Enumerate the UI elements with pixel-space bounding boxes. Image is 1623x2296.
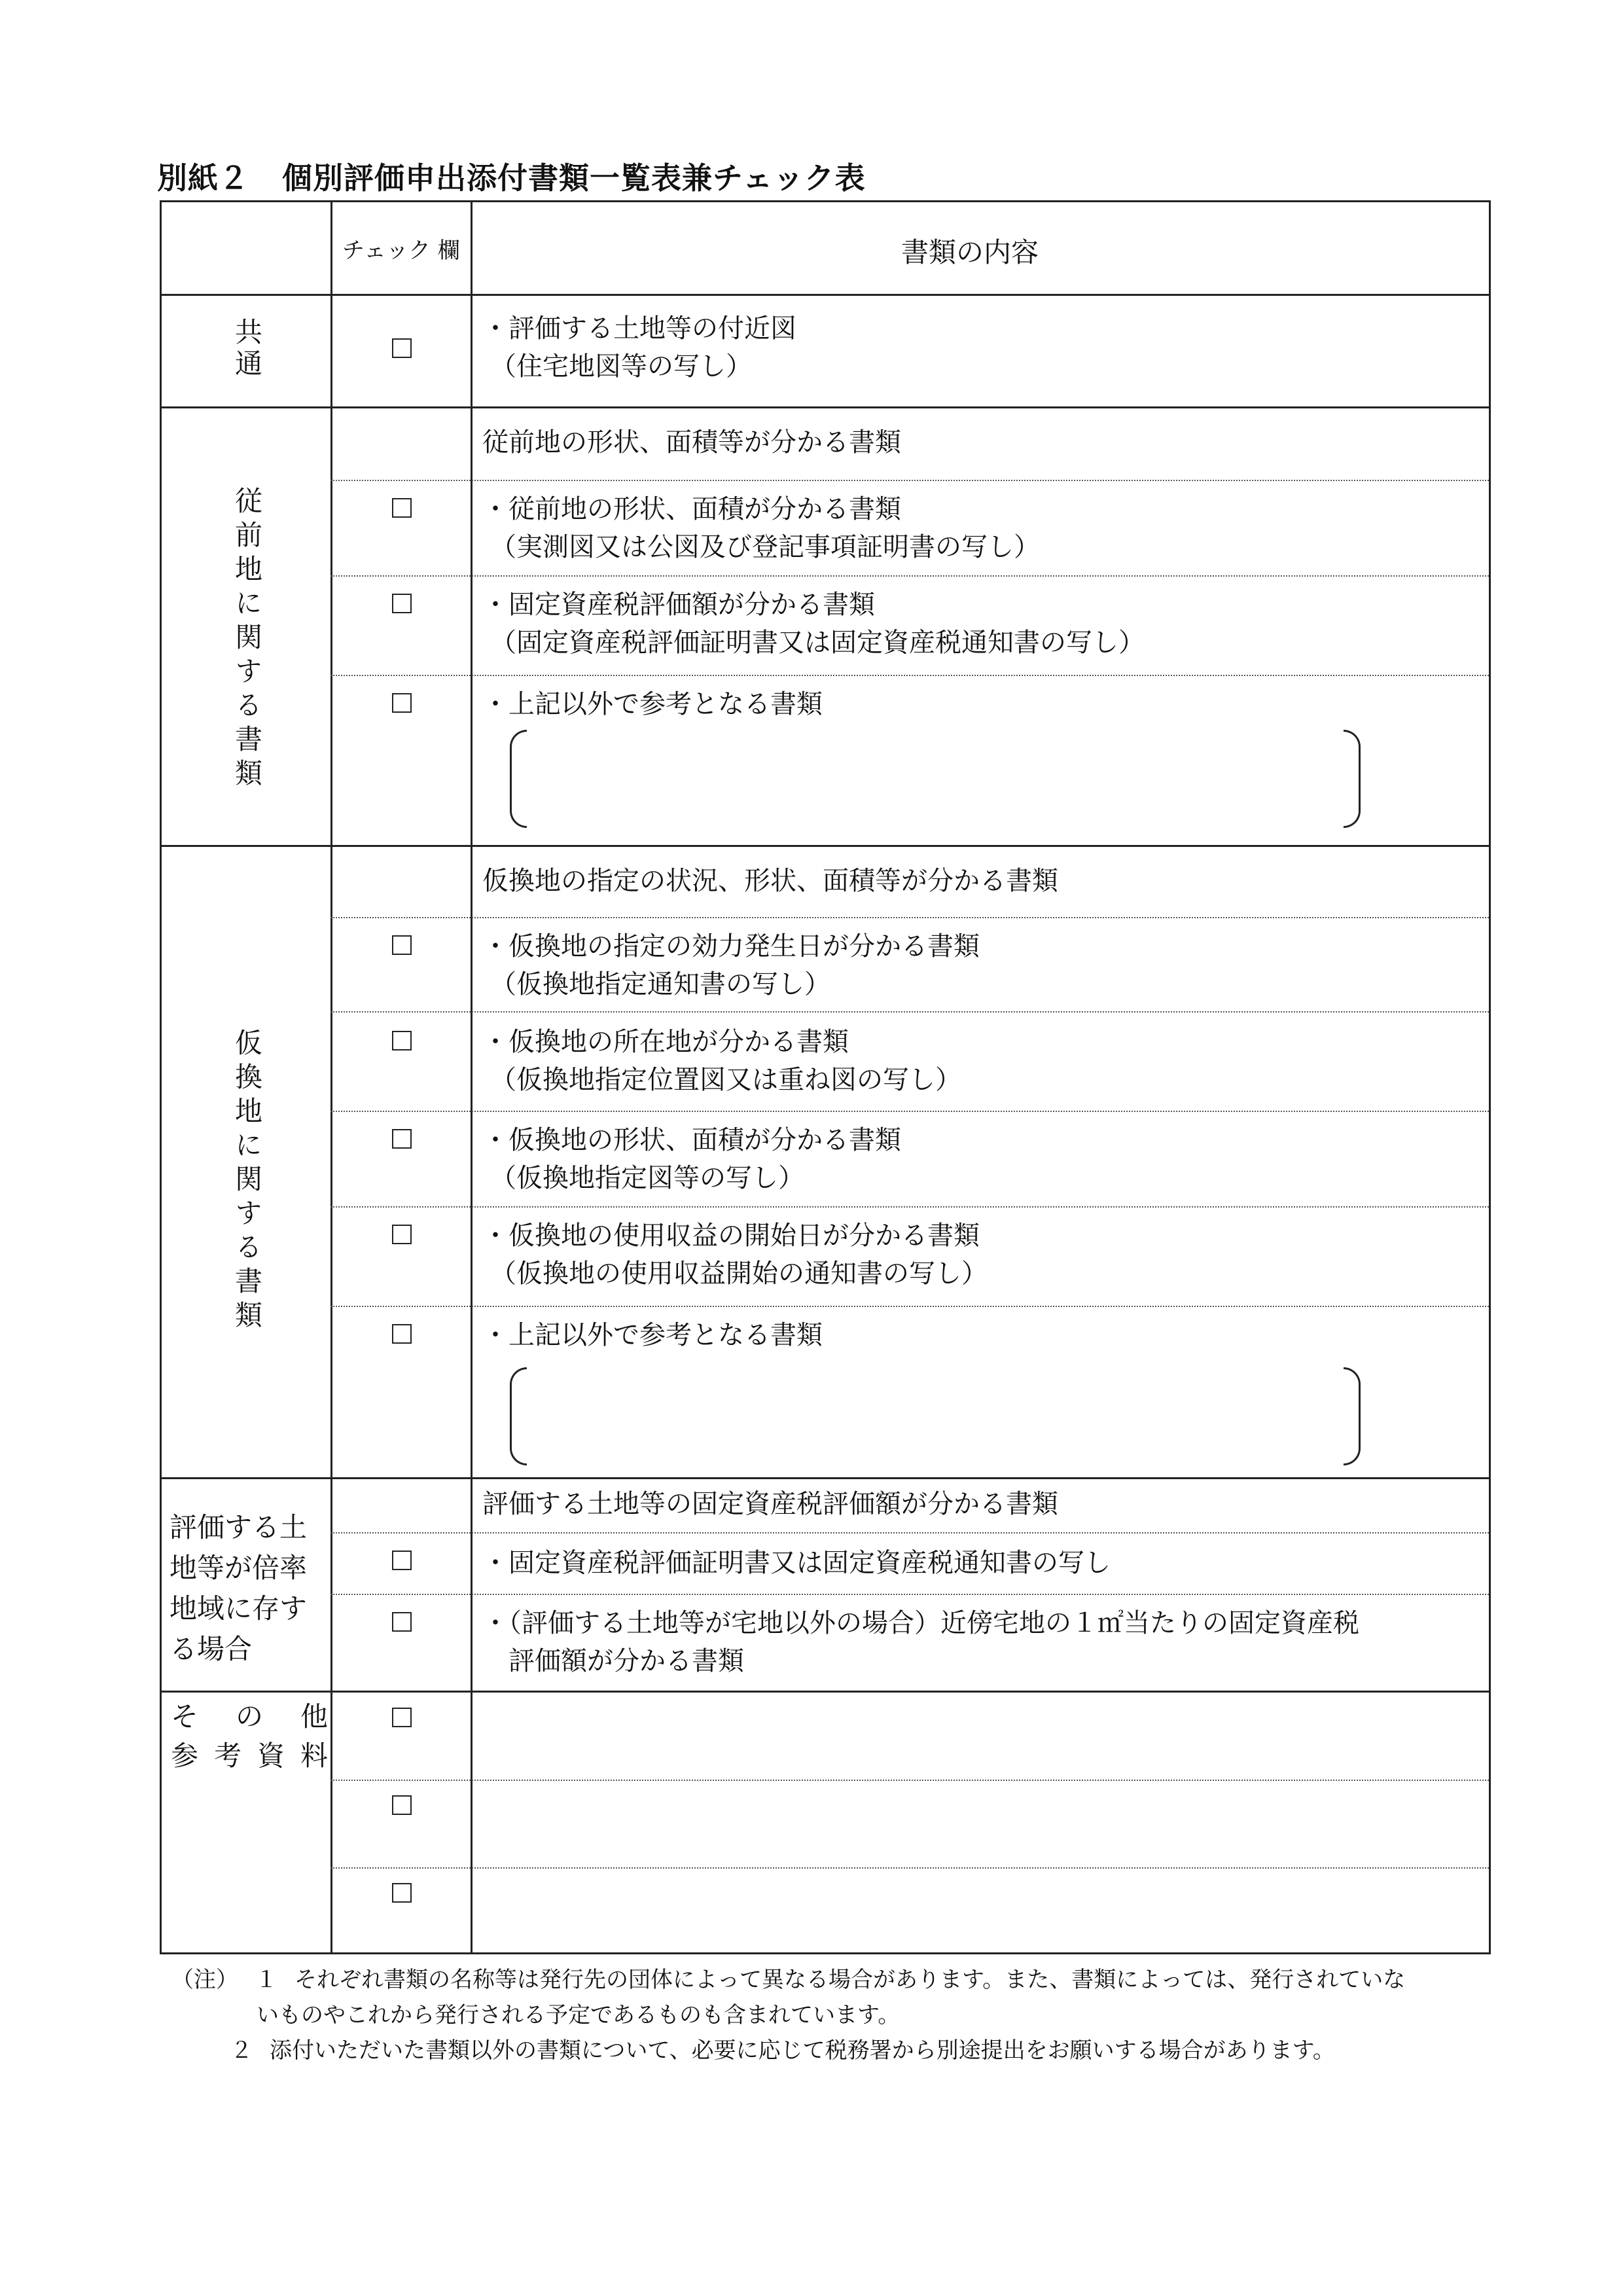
item-subtext: （実測図又は公図及び登記事項証明書の写し） xyxy=(490,532,1040,562)
row-divider xyxy=(330,675,1489,676)
checkbox-provisional-location[interactable] xyxy=(392,1031,412,1050)
section-label-common: 共通 xyxy=(231,317,263,380)
section-divider-common xyxy=(162,406,1489,408)
note-text: 添付いただいた書類以外の書類について、必要に応じて税務署から別途提出をお願いする場合があります。 xyxy=(270,2037,1335,2064)
note-prefix: （注） xyxy=(171,1967,238,1993)
item-text: ・（評価する土地等が宅地以外の場合）近傍宅地の１㎡当たりの固定資産税 xyxy=(482,1608,1359,1638)
bracket-right xyxy=(1344,730,1361,828)
row-divider xyxy=(330,480,1489,481)
item-subtext: （固定資産税評価証明書又は固定資産税通知書の写し） xyxy=(490,628,1145,658)
checkbox-provisional-use-start[interactable] xyxy=(392,1225,412,1244)
item-text: ・仮換地の所在地が分かる書類 xyxy=(482,1027,849,1057)
checkbox-multiplier-tax-certificate[interactable] xyxy=(392,1551,412,1570)
section-divider-multiplier xyxy=(162,1691,1489,1693)
provisional-land-heading: 仮換地の指定の状況、形状、面積等が分かる書類 xyxy=(482,866,1058,896)
checkbox-common-map[interactable] xyxy=(392,338,412,358)
note-2 xyxy=(171,2033,1405,2068)
note-number: １ xyxy=(255,1967,277,1993)
checkbox-former-shape[interactable] xyxy=(392,498,412,518)
item-text: ・仮換地の指定の効力発生日が分かる書類 xyxy=(482,931,980,961)
section-label-provisional-land: 仮換地に関する書類 xyxy=(231,1028,263,1335)
header-check-column: チェック 欄 xyxy=(342,238,460,264)
row-divider xyxy=(330,1780,1489,1781)
row-divider xyxy=(330,1594,1489,1595)
checkbox-provisional-effective-date[interactable] xyxy=(392,935,412,955)
column-divider-1 xyxy=(330,202,332,1952)
item-text: ・固定資産税評価証明書又は固定資産税通知書の写し xyxy=(482,1548,1111,1578)
checkbox-other-3[interactable] xyxy=(392,1883,412,1903)
row-divider xyxy=(330,1532,1489,1534)
note-number: ２ xyxy=(230,2037,253,2064)
section-divider-former xyxy=(162,845,1489,847)
checkbox-other-1[interactable] xyxy=(392,1708,412,1727)
section-label-other: その他 参考資料 xyxy=(171,1700,328,1772)
item-subtext: （仮換地指定通知書の写し） xyxy=(490,969,830,999)
item-subtext: （仮換地指定位置図又は重ね図の写し） xyxy=(490,1065,961,1095)
checklist-table xyxy=(160,200,1491,1954)
column-divider-2 xyxy=(471,202,473,1952)
item-subtext: （仮換地の使用収益開始の通知書の写し） xyxy=(490,1259,988,1289)
row-divider xyxy=(330,1111,1489,1112)
title-text: 個別評価申出添付書類一覧表兼チェック表 xyxy=(282,160,866,196)
section-label-multiplier-area: 評価する土 地等が倍率 地域に存す る場合 xyxy=(169,1511,308,1665)
checkbox-provisional-shape[interactable] xyxy=(392,1129,412,1149)
checkbox-provisional-other[interactable] xyxy=(392,1324,412,1344)
item-subtext: （住宅地図等の写し） xyxy=(490,351,752,382)
section-label-former-land: 従前地に関する書類 xyxy=(231,486,263,793)
header-content-column: 書類の内容 xyxy=(901,236,1039,268)
item-text: ・従前地の形状、面積が分かる書類 xyxy=(482,494,901,524)
bracket-left xyxy=(510,1367,527,1465)
item-text: ・評価する土地等の付近図 xyxy=(482,314,796,344)
note-text: それぞれ書類の名称等は発行先の団体によって異なる場合があります。また、書類によっては、発行されていな xyxy=(294,1967,1406,1993)
item-text: ・固定資産税評価額が分かる書類 xyxy=(482,590,875,620)
header-divider xyxy=(162,294,1489,296)
row-divider xyxy=(330,1206,1489,1208)
checkbox-other-2[interactable] xyxy=(392,1795,412,1815)
row-divider xyxy=(330,1011,1489,1013)
item-text: ・仮換地の形状、面積が分かる書類 xyxy=(482,1125,901,1155)
section-divider-provisional xyxy=(162,1477,1489,1479)
item-text: ・上記以外で参考となる書類 xyxy=(482,689,823,719)
row-divider xyxy=(330,1867,1489,1869)
row-divider xyxy=(330,575,1489,577)
notes xyxy=(171,1962,1405,2068)
document-title xyxy=(157,154,866,198)
item-text: ・仮換地の使用収益の開始日が分かる書類 xyxy=(482,1221,980,1251)
item-text: ・上記以外で参考となる書類 xyxy=(482,1320,823,1350)
checkbox-former-other[interactable] xyxy=(392,693,412,713)
note-text: いものやこれから発行される予定であるものも含まれています。 xyxy=(257,2002,901,2028)
item-subtext: （仮換地指定図等の写し） xyxy=(490,1163,804,1193)
checkbox-former-tax-value[interactable] xyxy=(392,594,412,613)
row-divider xyxy=(330,1306,1489,1307)
note-1-continued xyxy=(171,1998,1405,2033)
multiplier-area-heading: 評価する土地等の固定資産税評価額が分かる書類 xyxy=(482,1489,1058,1519)
item-subtext: 評価額が分かる書類 xyxy=(508,1646,744,1676)
title-annex-number: 別紙２ xyxy=(157,160,249,196)
bracket-left xyxy=(510,730,527,828)
row-divider xyxy=(330,917,1489,918)
bracket-right xyxy=(1344,1367,1361,1465)
note-1 xyxy=(171,1962,1405,1998)
former-land-heading: 従前地の形状、面積等が分かる書類 xyxy=(482,427,901,457)
checkbox-multiplier-nearby-residential[interactable] xyxy=(392,1612,412,1632)
